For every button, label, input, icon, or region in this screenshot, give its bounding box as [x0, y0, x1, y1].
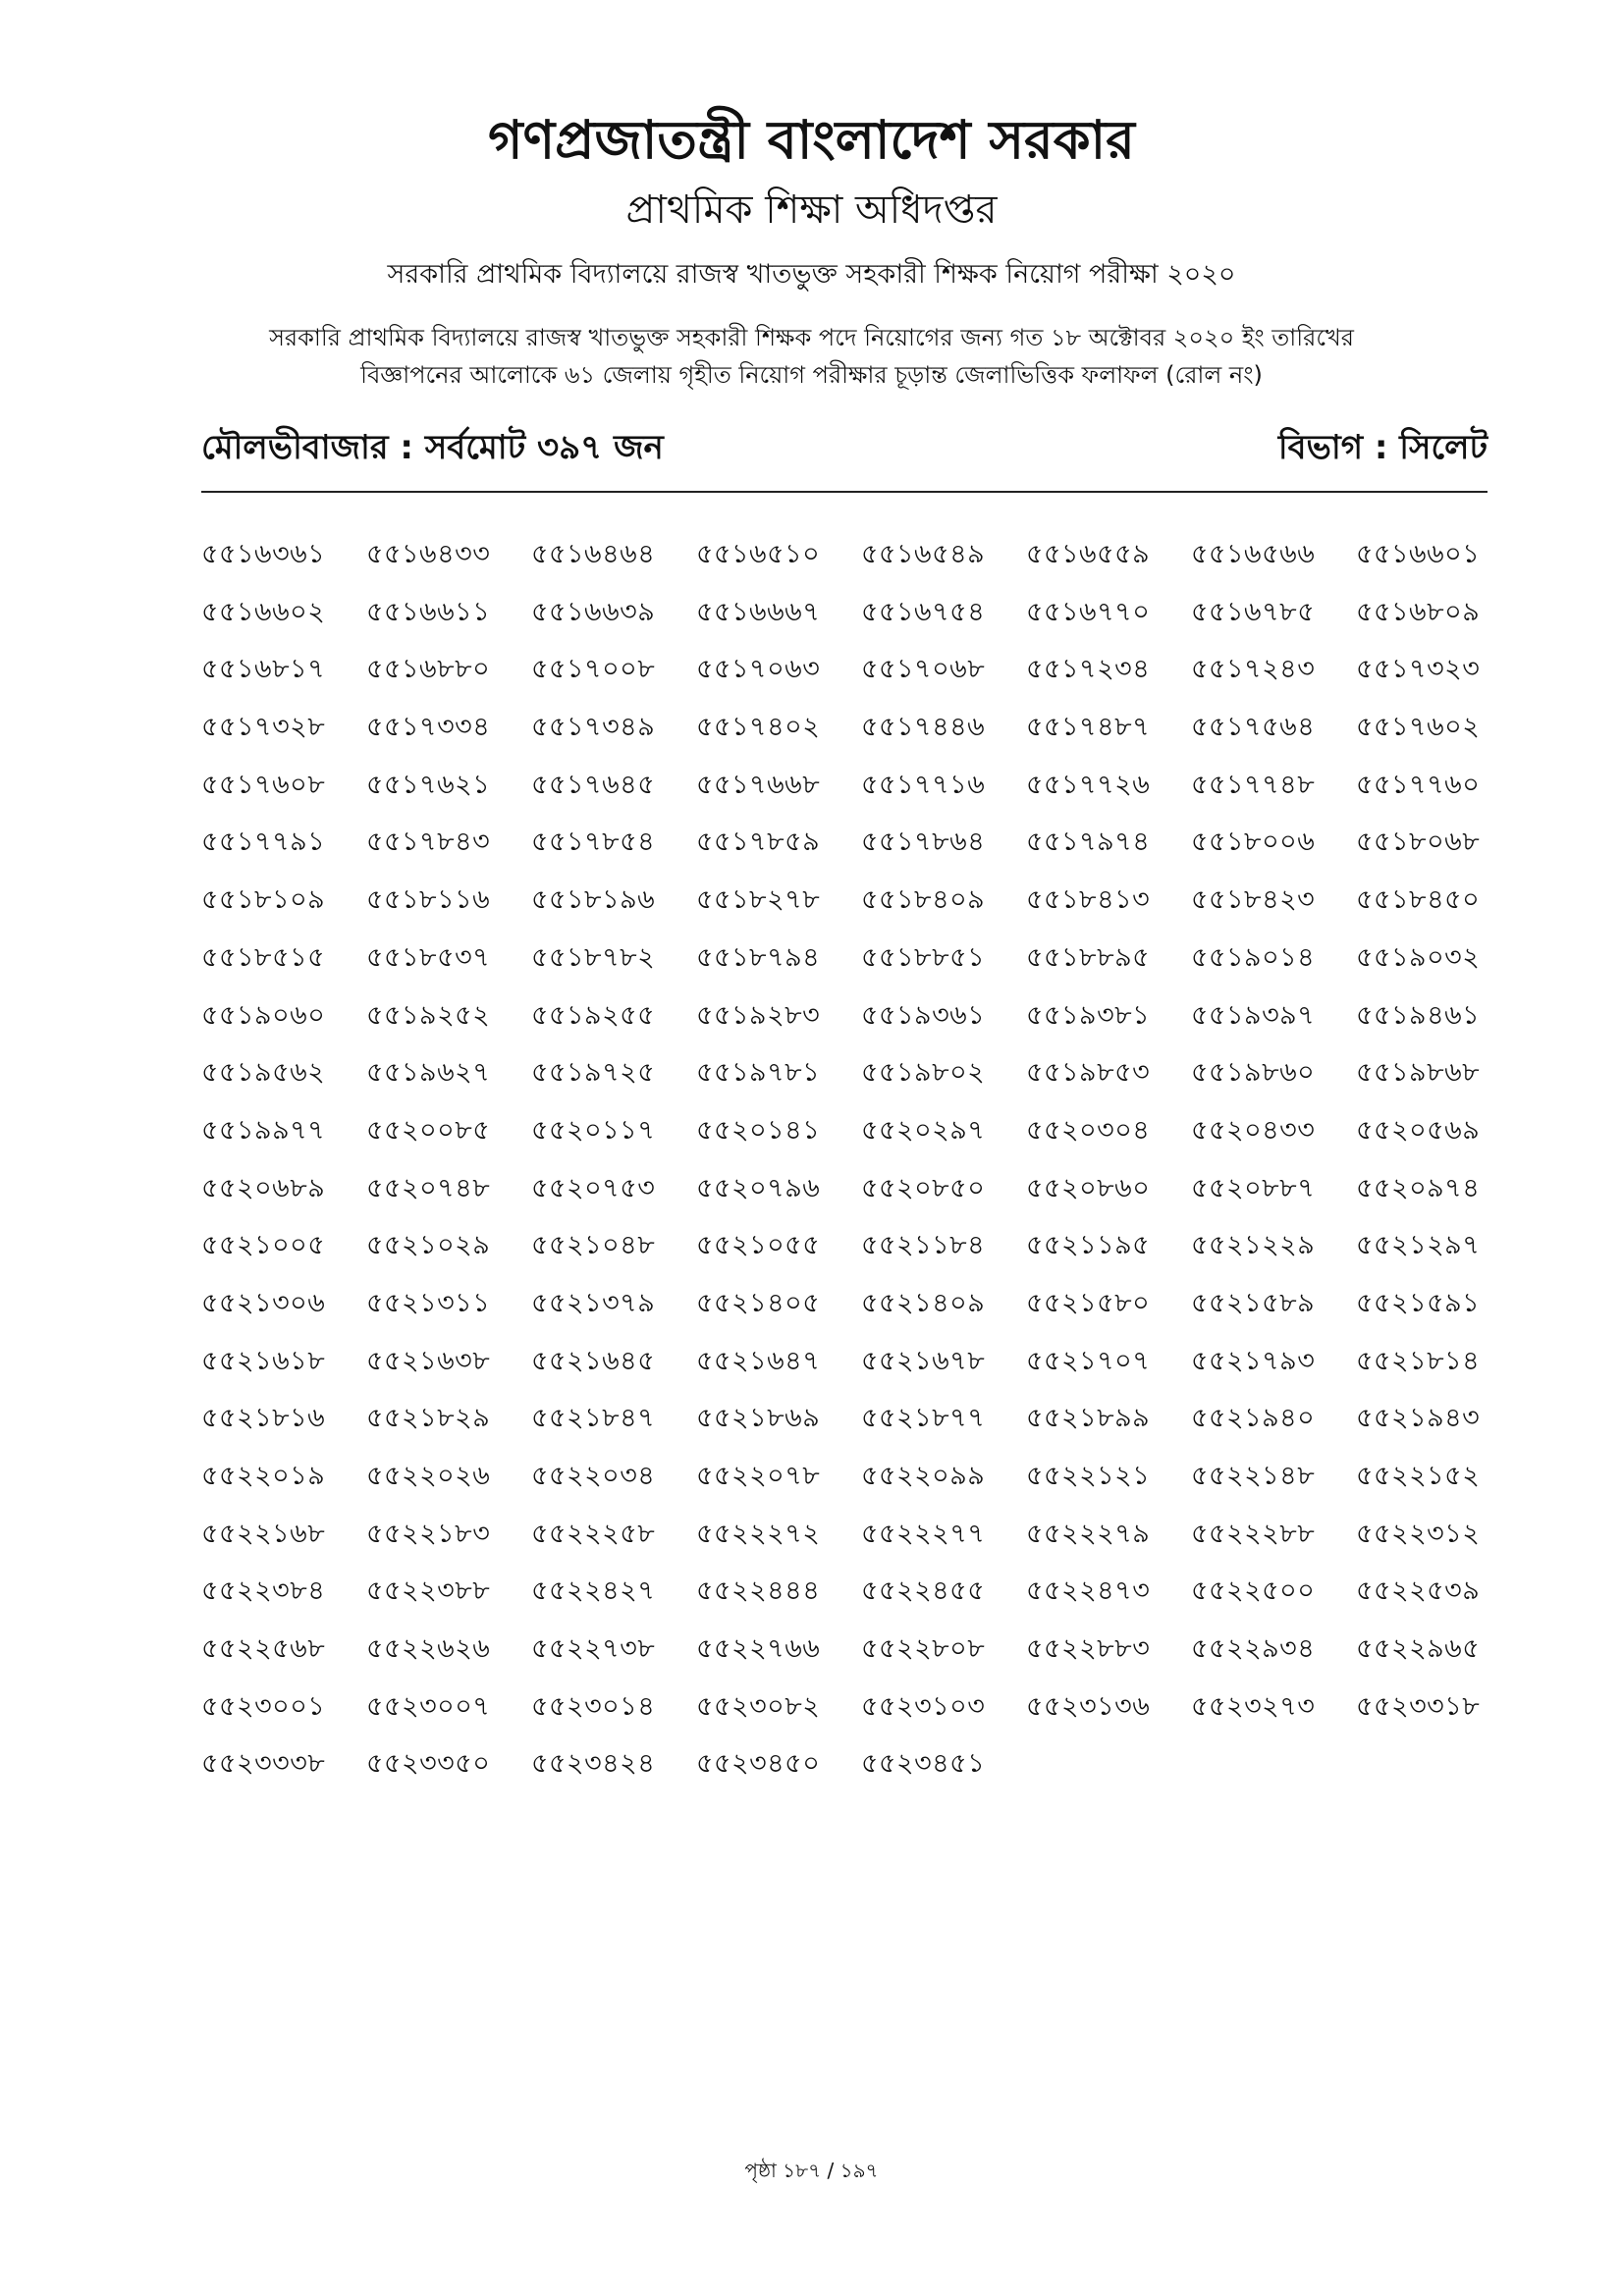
roll-number: ৫৫২২৪৭৩ [1026, 1575, 1151, 1607]
roll-number: ৫৫২৩৩৩৮ [201, 1748, 326, 1780]
roll-number: ৫৫১৬৭৮৫ [1191, 596, 1316, 627]
roll-number: ৫৫১৭৪৮৭ [1026, 712, 1151, 743]
department-name: প্রাথমিক শিক্ষা অধিদপ্তর [625, 187, 998, 233]
roll-number: ৫৫২২৪২৭ [531, 1575, 656, 1607]
roll-number: ৫৫১৯০৬০ [201, 999, 326, 1031]
roll-number: ৫৫২১১৮৪ [861, 1230, 986, 1261]
roll-number: ৫৫১৮১০৯ [201, 884, 326, 916]
roll-number: ৫৫২২৮৮৩ [1026, 1633, 1151, 1665]
roll-number: ৫৫২১৭৯৩ [1191, 1345, 1316, 1376]
roll-number: ৫৫২১৪০৫ [696, 1287, 821, 1318]
roll-number: ৫৫১৭৮৫৪ [531, 827, 656, 858]
roll-number: ৫৫২১৮৪৭ [531, 1403, 656, 1434]
roll-number: ৫৫২১৬৭৮ [861, 1345, 986, 1376]
roll-number: ৫৫২২১২১ [1026, 1461, 1151, 1491]
roll-number: ৫৫২২২৫৮ [531, 1518, 656, 1549]
roll-number: ৫৫১৬৫৫৯ [1026, 539, 1151, 569]
roll-number: ৫৫১৭৬০২ [1356, 712, 1481, 743]
roll-number: ৫৫২২৯৬৫ [1356, 1633, 1481, 1665]
roll-number: ৫৫১৯০১৪ [1191, 941, 1316, 973]
roll-number: ৫৫২১৮৭৭ [861, 1403, 986, 1434]
roll-number: ৫৫২১৪০৯ [861, 1287, 986, 1318]
roll-number: ৫৫২০১১৭ [531, 1114, 656, 1146]
roll-number: ৫৫২৩১০৩ [861, 1690, 986, 1722]
roll-number: ৫৫২৩২৭৩ [1191, 1690, 1316, 1722]
roll-number: ৫৫২১১৯৫ [1026, 1230, 1151, 1261]
roll-number: ৫৫১৯৯৭৭ [201, 1114, 326, 1146]
roll-number: ৫৫২১৬৪৫ [531, 1345, 656, 1376]
roll-number: ৫৫২১৫৮৯ [1191, 1287, 1316, 1318]
roll-number: ৫৫২২৩৮৮ [366, 1575, 491, 1607]
district-header [201, 420, 1488, 475]
roll-number: ৫৫২৩৪৫০ [696, 1748, 821, 1780]
roll-number: ৫৫১৮১৯৬ [531, 884, 656, 916]
roll-number: ৫৫২১০৫৫ [696, 1230, 821, 1261]
roll-number: ৫৫২০৯৭৪ [1356, 1172, 1481, 1203]
roll-number: ৫৫১৮৭৮২ [531, 941, 656, 973]
roll-number: ৫৫১৮১১৬ [366, 884, 491, 916]
roll-number: ৫৫১৭৮৪৩ [366, 827, 491, 858]
roll-number: ৫৫১৭২৩৪ [1026, 654, 1151, 685]
roll-number: ৫৫১৮৪৫০ [1356, 884, 1481, 916]
roll-number: ৫৫১৯২৮৩ [696, 999, 821, 1031]
roll-number: ৫৫২১৩৭৯ [531, 1287, 656, 1318]
roll-number: ৫৫২০১৪১ [696, 1114, 821, 1146]
roll-number: ৫৫২২৪৫৫ [861, 1575, 986, 1607]
roll-number: ৫৫১৭৭২৬ [1026, 769, 1151, 800]
roll-number: ৫৫২০৭৫৩ [531, 1172, 656, 1203]
roll-number: ৫৫১৬৬৩৯ [531, 596, 656, 627]
roll-number: ৫৫২২০১৯ [201, 1461, 326, 1491]
roll-number: ৫৫২০৩০৪ [1026, 1114, 1151, 1146]
roll-number: ৫৫২৩০৮২ [696, 1690, 821, 1722]
roll-number: ৫৫২১৯৪০ [1191, 1403, 1316, 1434]
roll-number: ৫৫১৬৮০৯ [1356, 596, 1481, 627]
roll-number: ৫৫২০৬৮৯ [201, 1172, 326, 1203]
page-title: গণপ্রজাতন্ত্রী বাংলাদেশ সরকার [488, 109, 1135, 171]
roll-number: ৫৫২২৪৪৪ [696, 1575, 821, 1607]
roll-number: ৫৫২২৭৬৬ [696, 1633, 821, 1665]
roll-number: ৫৫১৯৮৬৮ [1356, 1057, 1481, 1089]
roll-number: ৫৫১৬৬০১ [1356, 539, 1481, 569]
roll-number: ৫৫১৯৮৬০ [1191, 1057, 1316, 1089]
roll-number: ৫৫১৭২৪৩ [1191, 654, 1316, 685]
roll-number: ৫৫১৮৪২৩ [1191, 884, 1316, 916]
roll-number: ৫৫১৭০০৮ [531, 654, 656, 685]
roll-number: ৫৫২২০৩৪ [531, 1461, 656, 1491]
roll-number: ৫৫২১৬১৮ [201, 1345, 326, 1376]
roll-number: ৫৫২২২৭২ [696, 1518, 821, 1549]
roll-number: ৫৫২০৮৮৭ [1191, 1172, 1316, 1203]
roll-number: ৫৫২৩০০১ [201, 1690, 326, 1722]
roll-number: ৫৫১৭৪০২ [696, 712, 821, 743]
roll-number: ৫৫২০৮৫০ [861, 1172, 986, 1203]
exam-title: সরকারি প্রাথমিক বিদ্যালয়ে রাজস্ব খাতভুক্ত সহকারী শিক্ষক নিয়োগ পরীক্ষা ২০২০ [387, 259, 1236, 290]
roll-number: ৫৫২২০২৬ [366, 1461, 491, 1491]
roll-number: ৫৫১৬৭৭০ [1026, 596, 1151, 627]
roll-number: ৫৫২০৫৬৯ [1356, 1114, 1481, 1146]
roll-number: ৫৫২১৬৪৭ [696, 1345, 821, 1376]
roll-number: ৫৫১৮০০৬ [1191, 827, 1316, 858]
roll-number: ৫৫১৭৭৯১ [201, 827, 326, 858]
roll-number: ৫৫১৭৩২৮ [201, 712, 326, 743]
roll-number: ৫৫২২৩৮৪ [201, 1575, 326, 1607]
page-number: পৃষ্ঠা ১৮৭ / ১৯৭ [744, 2159, 879, 2182]
roll-number: ৫৫১৮৪০৯ [861, 884, 986, 916]
roll-number: ৫৫২১৯৪৩ [1356, 1403, 1481, 1434]
roll-number: ৫৫২১৫৮০ [1026, 1287, 1151, 1318]
roll-number: ৫৫১৯৫৬২ [201, 1057, 326, 1089]
roll-number: ৫৫২১০৪৮ [531, 1230, 656, 1261]
roll-number: ৫৫১৭৭৬০ [1356, 769, 1481, 800]
roll-number: ৫৫২১৩১১ [366, 1287, 491, 1318]
roll-number: ৫৫১৭৫৬৪ [1191, 712, 1316, 743]
roll-number: ৫৫২৩৩৫০ [366, 1748, 491, 1780]
roll-number: ৫৫১৭৪৪৬ [861, 712, 986, 743]
roll-number: ৫৫১৬৫৬৬ [1191, 539, 1316, 569]
roll-number: ৫৫১৭৭১৬ [861, 769, 986, 800]
roll-number: ৫৫১৬৮১৭ [201, 654, 326, 685]
roll-number: ৫৫১৮৮৯৫ [1026, 941, 1151, 973]
roll-number: ৫৫১৬৬৬৭ [696, 596, 821, 627]
roll-number: ৫৫১৬৩৬১ [201, 539, 326, 569]
roll-number: ৫৫২১৮১৪ [1356, 1345, 1481, 1376]
roll-number: ৫৫২৩০১৪ [531, 1690, 656, 1722]
description-line-1: সরকারি প্রাথমিক বিদ্যালয়ে রাজস্ব খাতভুক্ত সহকারী শিক্ষক পদে নিয়োগের জন্য গত ১৮ অক্টোবর ২০২০ ইং তারিখের [269, 324, 1354, 351]
roll-number: ৫৫১৯৭৮১ [696, 1057, 821, 1089]
roll-number: ৫৫১৯৩৬১ [861, 999, 986, 1031]
roll-number: ৫৫২৩৪৫১ [861, 1748, 986, 1780]
roll-number: ৫৫১৭৬০৮ [201, 769, 326, 800]
roll-number: ৫৫১৬৫১০ [696, 539, 821, 569]
roll-number: ৫৫১৬৬১১ [366, 596, 491, 627]
roll-number: ৫৫২১৬৩৮ [366, 1345, 491, 1376]
roll-number: ৫৫২১২৯৭ [1356, 1230, 1481, 1261]
roll-number: ৫৫২১৫৯১ [1356, 1287, 1481, 1318]
roll-number: ৫৫২২৮০৮ [861, 1633, 986, 1665]
roll-number: ৫৫২২৭৩৮ [531, 1633, 656, 1665]
roll-number: ৫৫২২৫০০ [1191, 1575, 1316, 1607]
roll-number: ৫৫২১০২৯ [366, 1230, 491, 1261]
roll-number: ৫৫১৯৭২৫ [531, 1057, 656, 1089]
roll-number: ৫৫২২১৮৩ [366, 1518, 491, 1549]
roll-number: ৫৫১৮০৬৮ [1356, 827, 1481, 858]
roll-number: ৫৫২১৮৯৯ [1026, 1403, 1151, 1434]
roll-number: ৫৫২৩৪২৪ [531, 1748, 656, 1780]
roll-number: ৫৫১৯০৩২ [1356, 941, 1481, 973]
roll-number: ৫৫২২১৪৮ [1191, 1461, 1316, 1491]
roll-number: ৫৫১৬৪৩৩ [366, 539, 491, 569]
roll-number: ৫৫২২৫৩৯ [1356, 1575, 1481, 1607]
roll-number: ৫৫২১৭০৭ [1026, 1345, 1151, 1376]
roll-number: ৫৫২৩৩১৮ [1356, 1690, 1481, 1722]
roll-number: ৫৫২০৪৩৩ [1191, 1114, 1316, 1146]
roll-number: ৫৫১৯৪৬১ [1356, 999, 1481, 1031]
roll-number: ৫৫২১০০৫ [201, 1230, 326, 1261]
roll-number: ৫৫১৬৪৬৪ [531, 539, 656, 569]
roll-number: ৫৫১৯৮০২ [861, 1057, 986, 1089]
roll-number: ৫৫১৯২৫২ [366, 999, 491, 1031]
roll-number: ৫৫১৯৩৮১ [1026, 999, 1151, 1031]
roll-number-grid [201, 530, 1517, 1797]
roll-number: ৫৫১৬৬০২ [201, 596, 326, 627]
roll-number: ৫৫১৭৮৫৯ [696, 827, 821, 858]
roll-number: ৫৫১৭৩৩৪ [366, 712, 491, 743]
roll-number: ৫৫১৮৮৫১ [861, 941, 986, 973]
roll-number: ৫৫২০৮৬০ [1026, 1172, 1151, 1203]
roll-number: ৫৫২২৩১২ [1356, 1518, 1481, 1549]
roll-number: ৫৫১৮৫৩৭ [366, 941, 491, 973]
description-line-2: বিজ্ঞাপনের আলোকে ৬১ জেলায় গৃহীত নিয়োগ পরীক্ষার চূড়ান্ত জেলাভিত্তিক ফলাফল (রোল নং) [360, 361, 1263, 389]
roll-number: ৫৫২২২৭৭ [861, 1518, 986, 1549]
division-label: বিভাগ : সিলেট [1277, 428, 1488, 467]
roll-number: ৫৫১৯৩৯৭ [1191, 999, 1316, 1031]
roll-number: ৫৫২২০৭৮ [696, 1461, 821, 1491]
roll-number: ৫৫২১৮২৯ [366, 1403, 491, 1434]
roll-number: ৫৫২১৩০৬ [201, 1287, 326, 1318]
roll-number: ৫৫১৭০৬৩ [696, 654, 821, 685]
roll-number: ৫৫২২২৭৯ [1026, 1518, 1151, 1549]
roll-number: ৫৫২০২৯৭ [861, 1114, 986, 1146]
roll-number: ৫৫১৭৮৬৪ [861, 827, 986, 858]
roll-number: ৫৫২২৫৬৮ [201, 1633, 326, 1665]
roll-number: ৫৫১৮২৭৮ [696, 884, 821, 916]
roll-number: ৫৫১৬৫৪৯ [861, 539, 986, 569]
roll-number: ৫৫১৮৫১৫ [201, 941, 326, 973]
roll-number: ৫৫১৭৬২১ [366, 769, 491, 800]
roll-number: ৫৫২২১৫২ [1356, 1461, 1481, 1491]
roll-number: ৫৫১৮৭৯৪ [696, 941, 821, 973]
roll-number: ৫৫১৯৮৫৩ [1026, 1057, 1151, 1089]
roll-number: ৫৫২০৭৪৮ [366, 1172, 491, 1203]
roll-number: ৫৫২২২৮৮ [1191, 1518, 1316, 1549]
roll-number: ৫৫২২০৯৯ [861, 1461, 986, 1491]
roll-number: ৫৫২১৮৬৯ [696, 1403, 821, 1434]
roll-number: ৫৫২২৬২৬ [366, 1633, 491, 1665]
roll-number: ৫৫২১৮১৬ [201, 1403, 326, 1434]
roll-number: ৫৫১৯৬২৭ [366, 1057, 491, 1089]
roll-number: ৫৫১৭৯৭৪ [1026, 827, 1151, 858]
roll-number: ৫৫২২১৬৮ [201, 1518, 326, 1549]
roll-number: ৫৫১৮৪১৩ [1026, 884, 1151, 916]
roll-number: ৫৫২২৯৩৪ [1191, 1633, 1316, 1665]
roll-number: ৫৫২০৭৯৬ [696, 1172, 821, 1203]
roll-number: ৫৫২৩১৩৬ [1026, 1690, 1151, 1722]
roll-number: ৫৫১৭৩২৩ [1356, 654, 1481, 685]
roll-number: ৫৫২১২২৯ [1191, 1230, 1316, 1261]
roll-number: ৫৫১৭৩৪৯ [531, 712, 656, 743]
roll-number: ৫৫১৭৬৪৫ [531, 769, 656, 800]
district-label: মৌলভীবাজার : সর্বমোট ৩৯৭ জন [201, 428, 664, 467]
roll-number: ৫৫১৬৮৮০ [366, 654, 491, 685]
roll-number: ৫৫১৬৭৫৪ [861, 596, 986, 627]
roll-number: ৫৫১৭৭৪৮ [1191, 769, 1316, 800]
header-divider [201, 491, 1488, 493]
roll-number: ৫৫১৯২৫৫ [531, 999, 656, 1031]
roll-number: ৫৫২৩০০৭ [366, 1690, 491, 1722]
roll-number: ৫৫২০০৮৫ [366, 1114, 491, 1146]
roll-number: ৫৫১৭০৬৮ [861, 654, 986, 685]
roll-number: ৫৫১৭৬৬৮ [696, 769, 821, 800]
